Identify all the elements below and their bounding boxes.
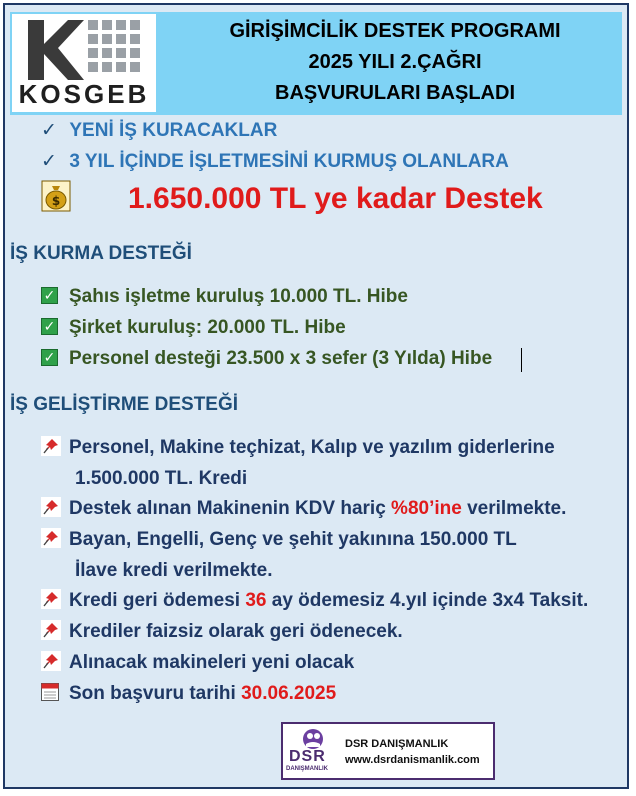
kosgeb-logo-mark bbox=[22, 16, 146, 86]
footer-company-name: DSR DANIŞMANLIK bbox=[345, 738, 449, 750]
green-checkbox-icon: ✓ bbox=[41, 318, 58, 335]
deadline-line bbox=[69, 683, 336, 705]
is-gelistirme-item-2-percent: %80’ine bbox=[391, 498, 462, 519]
is-gelistirme-item-4-pre: Kredi geri ödemesi bbox=[69, 590, 246, 611]
pushpin-icon bbox=[41, 589, 61, 609]
dsr-footer-card bbox=[281, 722, 495, 780]
green-checkbox-icon: ✓ bbox=[41, 287, 58, 304]
target-item-2-text: 3 YIL İÇİNDE İŞLETMESİNİ KURMUŞ OLANLARA bbox=[69, 151, 509, 172]
pushpin-icon bbox=[41, 436, 61, 456]
target-item-1-text: YENİ İŞ KURACAKLAR bbox=[69, 120, 278, 141]
target-item-1 bbox=[41, 119, 277, 142]
is-gelistirme-item-3-line-1: Bayan, Engelli, Genç ve şehit yakınına 150.000 TL bbox=[69, 529, 517, 550]
header-title-line-3: BAŞVURULARI BAŞLADI bbox=[275, 82, 515, 104]
is-gelistirme-item-4 bbox=[69, 590, 588, 612]
is-gelistirme-item-2 bbox=[69, 498, 566, 520]
is-gelistirme-item-4-months: 36 bbox=[245, 590, 267, 611]
is-gelistirme-item-4-post: ay ödemesiz 4.yıl içinde 3x4 Taksit. bbox=[266, 590, 589, 611]
dsr-logo-letters: DSR bbox=[289, 748, 326, 765]
is-gelistirme-item-1-line-1: Personel, Makine teçhizat, Kalıp ve yazılım giderlerine bbox=[69, 437, 555, 458]
check-icon: ✓ bbox=[41, 120, 57, 141]
is-gelistirme-item-5: Krediler faizsiz olarak geri ödenecek. bbox=[69, 621, 403, 642]
green-checkbox-icon: ✓ bbox=[41, 349, 58, 366]
dsr-logo-subtitle: DANIŞMANLIK bbox=[286, 766, 328, 772]
section-is-gelistirme-title: İŞ GELİŞTİRME DESTEĞİ bbox=[10, 394, 239, 415]
money-bag-icon bbox=[41, 180, 71, 212]
header-title-line-2: 2025 YILI 2.ÇAĞRI bbox=[308, 51, 482, 73]
is-gelistirme-item-1-line-2: 1.500.000 TL. Kredi bbox=[75, 468, 248, 489]
is-kurma-item-2: Şirket kuruluş: 20.000 TL. Hibe bbox=[69, 317, 346, 338]
calendar-icon bbox=[41, 683, 59, 701]
is-kurma-item-1: Şahıs işletme kuruluş 10.000 TL. Hibe bbox=[69, 286, 408, 307]
headline-support-amount: 1.650.000 TL ye kadar Destek bbox=[128, 182, 543, 215]
section-is-kurma-title: İŞ KURMA DESTEĞİ bbox=[10, 243, 192, 264]
pushpin-icon bbox=[41, 620, 61, 640]
pushpin-icon bbox=[41, 651, 61, 671]
is-gelistirme-item-2-post: verilmekte. bbox=[461, 498, 567, 519]
svg-text:$: $ bbox=[51, 194, 61, 208]
is-gelistirme-item-6: Alınacak makineleri yeni olacak bbox=[69, 652, 355, 673]
header-title-line-1: GİRİŞİMCİLİK DESTEK PROGRAMI bbox=[229, 20, 561, 42]
deadline-date: 30.06.2025 bbox=[241, 683, 337, 704]
is-gelistirme-item-3-line-2: İlave kredi verilmekte. bbox=[75, 560, 273, 581]
footer-website: www.dsrdanismanlik.com bbox=[345, 754, 480, 766]
kosgeb-logo-text: KOSGEB bbox=[18, 79, 150, 109]
is-gelistirme-item-2-pre: Destek alınan Makinenin KDV hariç bbox=[69, 498, 392, 519]
pushpin-icon bbox=[41, 497, 61, 517]
is-kurma-item-3: Personel desteği 23.500 x 3 sefer (3 Yılda) Hibe bbox=[69, 348, 493, 369]
target-item-2 bbox=[41, 150, 509, 173]
kosgeb-logo bbox=[12, 14, 156, 112]
deadline-label: Son başvuru tarihi bbox=[69, 683, 242, 704]
pushpin-icon bbox=[41, 528, 61, 548]
text-cursor bbox=[521, 348, 522, 372]
check-icon: ✓ bbox=[41, 151, 57, 172]
